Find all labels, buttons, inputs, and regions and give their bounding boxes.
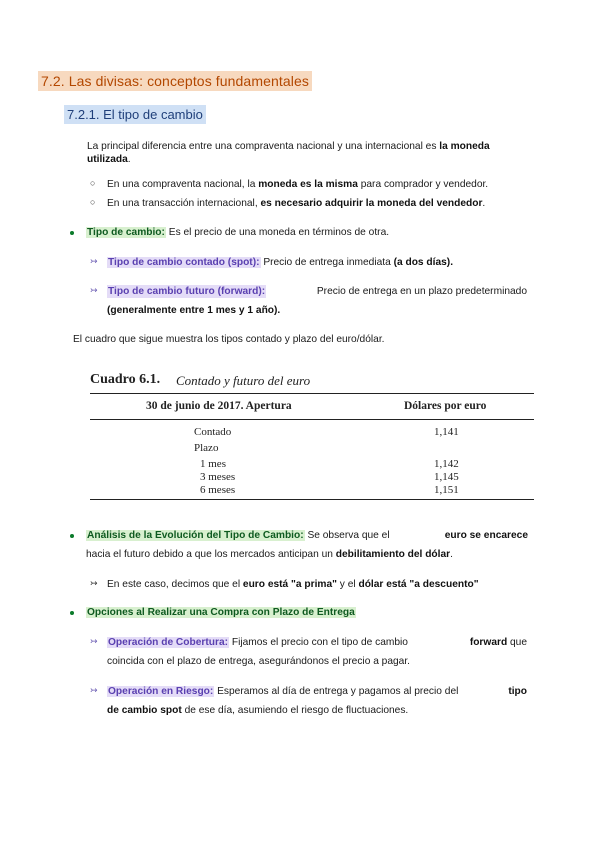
table-cell-value: 1,151: [434, 484, 459, 496]
table-cell-value: 1,145: [434, 471, 459, 483]
analisis-item: Análisis de la Evolución del Tipo de Cambio: Se observa que el euro se encarece hacia el futuro debido a que los mercados anticipan un debilitamiento del dólar.: [86, 530, 528, 560]
arrow-bullet-icon: ↣: [90, 578, 98, 588]
table-cell-label: 3 meses: [200, 471, 236, 483]
intro-paragraph: La principal diferencia entre una compraventa nacional y una internacional es la moneda utilizada.: [87, 141, 490, 165]
cobertura-item: Operación de Cobertura: Fijamos el precio con el tipo de cambio forward que coincida con el plazo de entrega, asegurándonos el precio a pagar.: [107, 637, 527, 667]
bullet-dot-icon: [70, 534, 74, 538]
tipo-cambio-definition: Tipo de cambio: Es el precio de una moneda en términos de otra.: [87, 227, 390, 238]
circle-bullet-icon: ○: [90, 178, 96, 188]
table-cell-value: 1,141: [434, 426, 459, 438]
table-caption-number: Cuadro 6.1.: [90, 372, 161, 387]
table-header-rule: [90, 419, 534, 420]
bullet-dot-icon: [70, 611, 74, 615]
arrow-bullet-icon: ↣: [90, 285, 98, 295]
table-cell-label: 6 meses: [200, 484, 236, 496]
table-caption-title: Contado y futuro del euro: [176, 373, 311, 388]
list-item: En una transacción internacional, es necesario adquirir la moneda del vendedor.: [107, 198, 486, 209]
arrow-bullet-icon: ↣: [90, 636, 98, 646]
tipo-futuro-item: Tipo de cambio futuro (forward): Precio de entrega en un plazo predeterminado (generalmente entre 1 mes y 1 año).: [107, 286, 527, 316]
exchange-rate-table: [90, 367, 534, 501]
opciones-heading: Opciones al Realizar una Compra con Plazo de Entrega: [87, 607, 355, 618]
table-top-rule: [90, 393, 534, 394]
table-cell-label: 1 mes: [200, 458, 226, 470]
table-bottom-rule: [90, 499, 534, 500]
arrow-bullet-icon: ↣: [90, 685, 98, 695]
bullet-dot-icon: [70, 231, 74, 235]
tipo-contado-item: Tipo de cambio contado (spot): Precio de entrega inmediata (a dos días).: [108, 257, 454, 268]
prima-descuento-item: En este caso, decimos que el euro está "a prima" y el dólar está "a descuento": [107, 579, 479, 590]
table-header-value: Dólares por euro: [404, 400, 487, 412]
arrow-bullet-icon: ↣: [90, 256, 98, 266]
table-cell-value: 1,142: [434, 458, 459, 470]
cuadro-intro: El cuadro que sigue muestra los tipos contado y plazo del euro/dólar.: [73, 334, 385, 345]
circle-bullet-icon: ○: [90, 197, 96, 207]
subsection-title: 7.2.1. El tipo de cambio: [64, 105, 206, 124]
table-cell-label: Contado: [194, 426, 232, 438]
list-item: En una compraventa nacional, la moneda es la misma para comprador y vendedor.: [107, 179, 489, 190]
table-header-date: 30 de junio de 2017. Apertura: [146, 400, 292, 412]
table-cell-label: Plazo: [194, 442, 219, 454]
section-title: 7.2. Las divisas: conceptos fundamentales: [38, 71, 312, 91]
riesgo-item: Operación en Riesgo: Esperamos al día de entrega y pagamos al precio del tipo de cambio spot de ese día, asumiendo el riesgo de fluctuaciones.: [107, 686, 527, 716]
